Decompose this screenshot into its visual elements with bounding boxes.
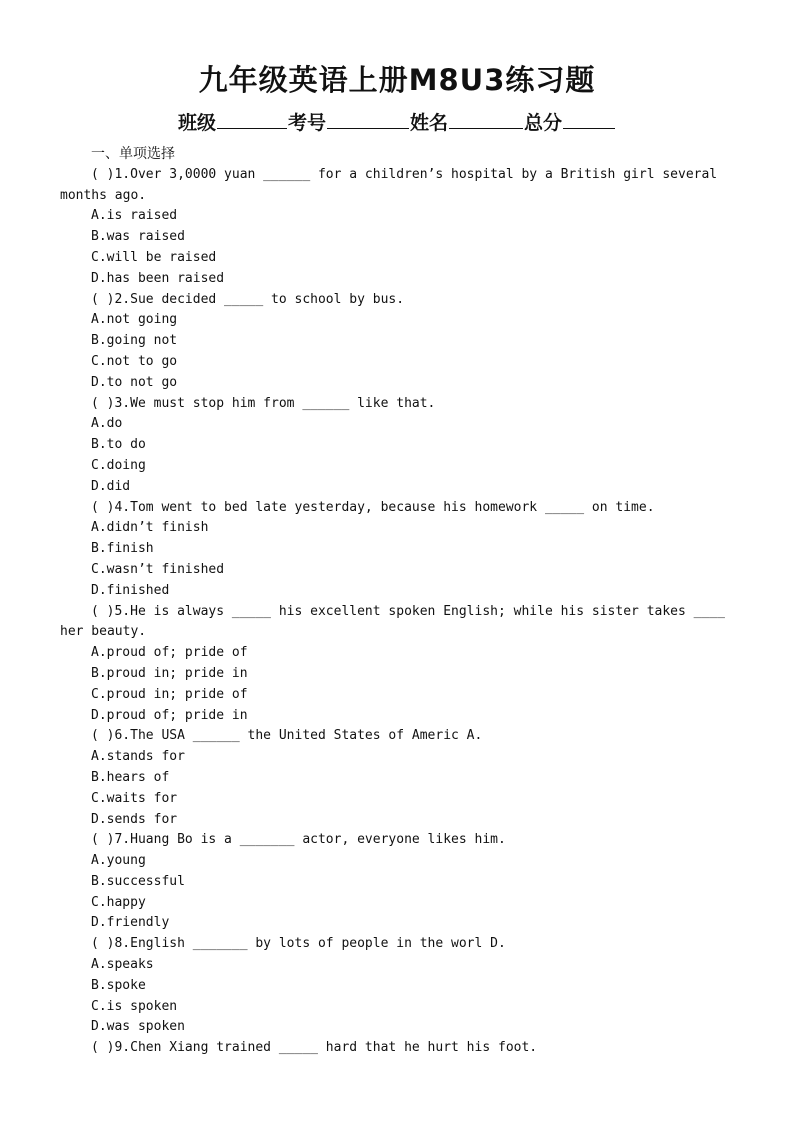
question-text: ( )5.He is always _____ his excellent spoken English; while his sister takes ____: [91, 603, 725, 619]
question-item: [60, 1038, 740, 1059]
option-a: A.stands for: [91, 749, 185, 765]
option-c: C.not to go: [91, 353, 178, 369]
class-blank: [217, 110, 287, 129]
option-b: B.hears of: [91, 769, 170, 785]
option-d: D.did: [91, 478, 131, 494]
option-b: B.proud in; pride in: [91, 665, 248, 681]
question-text: ( )4.Tom went to bed late yesterday, because his homework _____ on time.: [91, 499, 655, 515]
class-label: 班级: [177, 112, 216, 134]
question-text: ( )2.Sue decided _____ to school by bus.: [91, 291, 405, 307]
option-d: D.sends for: [91, 811, 178, 827]
question-item: [60, 165, 740, 207]
question-text: ( )9.Chen Xiang trained _____ hard that he hurt his foot.: [91, 1040, 538, 1056]
section-heading: 一、单项选择: [91, 146, 175, 162]
question-item: [60, 602, 740, 644]
question-text: ( )8.English _______ by lots of people in the worl D.: [91, 936, 506, 952]
question-list: [60, 144, 740, 1059]
option-b: B.to do: [91, 437, 146, 453]
option-d: D.proud of; pride in: [91, 707, 248, 723]
question-text-continued: months ago.: [60, 187, 147, 203]
question-text: ( )6.The USA ______ the United States of Americ A.: [91, 728, 483, 744]
option-a: A.speaks: [91, 957, 154, 973]
option-a: A.didn’t finish: [91, 520, 209, 536]
question-text-continued: her beauty.: [60, 624, 147, 640]
option-d: D.was spoken: [91, 1019, 185, 1035]
option-c: C.waits for: [91, 790, 178, 806]
question-item: [60, 394, 740, 415]
question-item: [60, 830, 740, 851]
option-a: A.not going: [91, 312, 178, 328]
question-item: [60, 726, 740, 747]
option-c: C.will be raised: [91, 249, 217, 265]
score-label: 总分: [524, 112, 563, 134]
exam-no-label: 考号: [287, 112, 326, 134]
question-text: ( )3.We must stop him from ______ like that.: [91, 395, 436, 411]
option-a: A.young: [91, 853, 146, 869]
option-d: D.has been raised: [91, 270, 225, 286]
page-title: 九年级英语上册M8U3练习题: [198, 63, 596, 97]
option-b: B.successful: [91, 873, 185, 889]
name-blank: [449, 110, 523, 129]
option-b: B.was raised: [91, 229, 185, 245]
option-b: B.going not: [91, 333, 178, 349]
option-d: D.friendly: [91, 915, 170, 931]
question-item: [60, 498, 740, 519]
option-a: A.do: [91, 416, 123, 432]
option-d: D.to not go: [91, 374, 178, 390]
option-c: C.proud in; pride of: [91, 686, 248, 702]
option-d: D.finished: [91, 582, 170, 598]
score-blank: [563, 110, 615, 129]
option-b: B.finish: [91, 541, 154, 557]
option-c: C.doing: [91, 457, 146, 473]
option-a: A.proud of; pride of: [91, 645, 248, 661]
question-text: ( )7.Huang Bo is a _______ actor, everyone likes him.: [91, 832, 506, 848]
option-b: B.spoke: [91, 977, 146, 993]
exam-no-blank: [327, 110, 409, 129]
option-c: C.is spoken: [91, 998, 178, 1014]
question-item: [60, 934, 740, 955]
name-label: 姓名: [410, 112, 449, 134]
question-item: [60, 290, 740, 311]
option-a: A.is raised: [91, 208, 178, 224]
question-text: ( )1.Over 3,0000 yuan ______ for a children’s hospital by a British girl several: [91, 166, 718, 182]
option-c: C.wasn’t finished: [91, 561, 225, 577]
option-c: C.happy: [91, 894, 146, 910]
student-info-line: [0, 109, 794, 137]
